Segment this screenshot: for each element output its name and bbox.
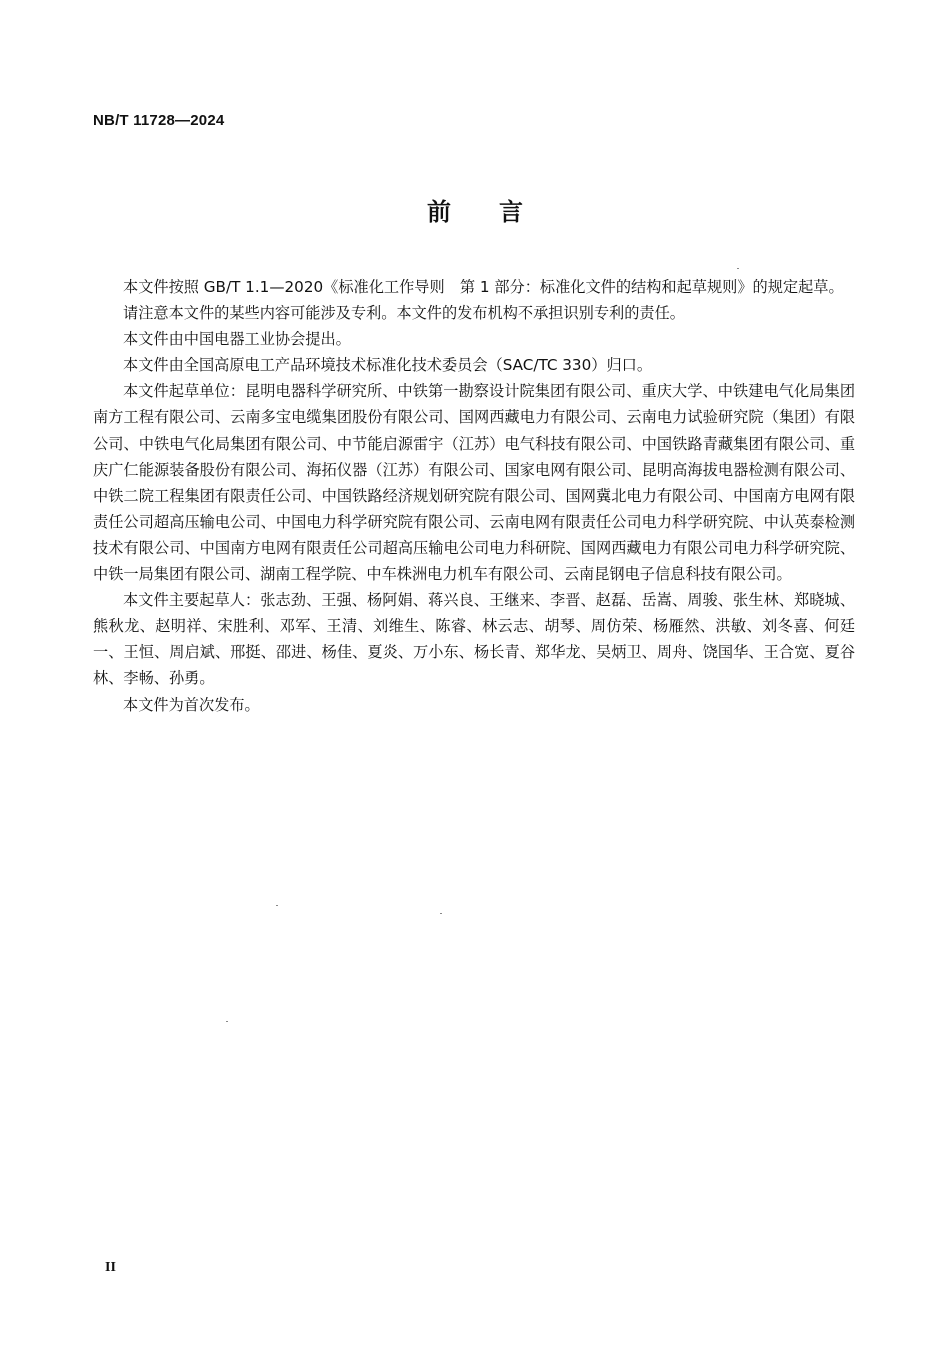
page-number: II xyxy=(105,1260,116,1275)
foreword-body xyxy=(93,274,855,718)
paragraph-committee: 本文件由全国高原电工产品环境技术标准化技术委员会（SAC/TC 330）归口。 xyxy=(123,356,653,375)
paragraph-proposer: 本文件由中国电器工业协会提出。 xyxy=(123,330,351,349)
scan-speck xyxy=(737,268,739,269)
page-title: 前言 xyxy=(427,198,571,226)
paragraph-drafting-rules: 本文件按照 GB/T 1.1—2020《标准化工作导则 第 1 部分：标准化文件的结构和起草规则》的规定起草。 xyxy=(123,278,844,296)
paragraph-drafting-units: 本文件起草单位：昆明电器科学研究所、中铁第一勘察设计院集团有限公司、重庆大学、中铁建电气化局集团南方工程有限公司、云南多宝电缆集团股份有限公司、国网西藏电力有限公司、云南电力试验研究院（集团）有限公司、中铁电气化局集团有限公司、中节能启源雷宇（江苏）电气科技有限公司、中国铁路青藏集团有限公司、重庆广仁能源装备股份有限公司、海拓仪器（江苏）有限公司、国家电网有限公司、昆明高海拔电器检测有限公司、中铁二院工程集团有限责任公司、中国铁路经济规划研究院有限公司、国网冀北电力有限公司、中国南方电网有限责任公司超高压输电公司、中国电力科学研究院有限公司、云南电网有限责任公司电力科学研究院、中认英泰检测技术有限公司、中国南方电网有限责任公司超高压输电公司电力科研院、国网西藏电力有限公司电力科学研究院、中铁一局集团有限公司、湖南工程学院、中车株洲电力机车有限公司、云南昆钢电子信息科技有限公司。 xyxy=(93,382,855,584)
standard-number: NB/T 11728—2024 xyxy=(93,112,225,129)
paragraph-first-release: 本文件为首次发布。 xyxy=(123,695,260,714)
scan-speck xyxy=(226,1021,228,1022)
scan-speck xyxy=(276,905,278,906)
paragraph-drafters: 本文件主要起草人：张志劲、王强、杨阿娟、蒋兴良、王继来、李晋、赵磊、岳嵩、周骏、张生林、郑晓城、熊秋龙、赵明祥、宋胜利、邓军、王清、刘维生、陈睿、林云志、胡琴、周仿荣、杨雁然、洪敏、刘冬喜、何廷一、王恒、周启斌、邢挺、邵进、杨佳、夏炎、万小东、杨长青、郑华龙、吴炳卫、周舟、饶国华、王合宽、夏谷林、李畅、孙勇。 xyxy=(93,591,855,688)
scan-speck xyxy=(440,913,442,914)
paragraph-patent-notice: 请注意本文件的某些内容可能涉及专利。本文件的发布机构不承担识别专利的责任。 xyxy=(123,304,685,323)
